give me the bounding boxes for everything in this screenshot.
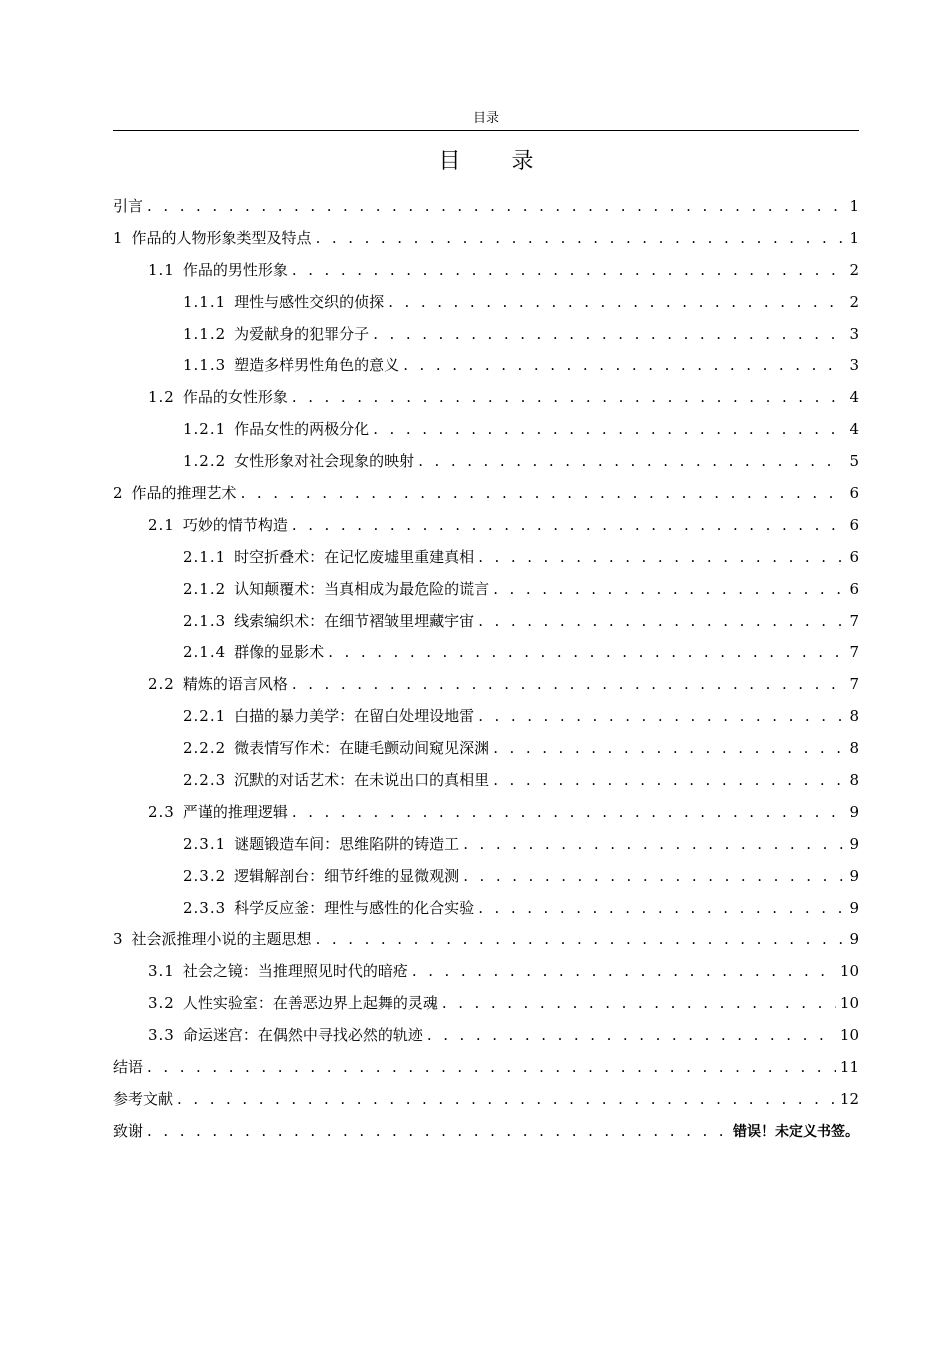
toc-dot-leader <box>292 255 843 287</box>
toc-entry[interactable] <box>113 765 859 797</box>
toc-entry-title: 女性形象对社会现象的映射 <box>234 452 415 471</box>
toc-page-number: 9 <box>849 898 859 917</box>
toc-entry[interactable] <box>113 255 859 287</box>
toc-entry-title: 沉默的对话艺术：在未说出口的真相里 <box>234 771 490 790</box>
toc-dot-leader <box>373 319 843 351</box>
toc-dot-leader <box>478 542 843 574</box>
toc-entry[interactable] <box>113 287 859 319</box>
toc-entry[interactable] <box>113 574 859 606</box>
toc-entry-title: 逻辑解剖台：细节纤维的显微观测 <box>234 866 460 885</box>
table-of-contents <box>113 191 859 1148</box>
toc-entry-title: 群像的显影术 <box>234 643 325 662</box>
running-header: 目录 <box>472 111 499 126</box>
toc-entry[interactable] <box>113 669 859 701</box>
toc-entry[interactable] <box>113 637 859 669</box>
toc-entry-title: 谜题锻造车间：思维陷阱的铸造工 <box>234 834 460 853</box>
toc-entry-number: 1.2.1 <box>183 420 227 439</box>
toc-entry-number: 2 <box>113 484 124 503</box>
toc-entry[interactable] <box>113 382 859 414</box>
toc-entry-title: 人性实验室：在善恶边界上起舞的灵魂 <box>182 994 438 1013</box>
toc-page-number: 7 <box>849 675 859 694</box>
toc-entry-number: 2.1.4 <box>183 643 227 662</box>
toc-entry-number: 3.3 <box>148 1026 175 1045</box>
toc-dot-leader <box>388 287 843 319</box>
toc-entry[interactable] <box>113 733 859 765</box>
toc-page-number: 11 <box>839 1058 859 1077</box>
toc-dot-leader <box>478 701 843 733</box>
toc-title: 目 录 <box>438 149 556 174</box>
toc-entry-number: 1 <box>113 228 124 247</box>
toc-dot-leader <box>316 223 843 255</box>
toc-entry-title: 致谢 <box>113 1121 144 1140</box>
toc-page-number: 6 <box>849 484 859 503</box>
toc-page-number: 5 <box>849 452 859 471</box>
toc-entry-title: 社会之镜：当推理照见时代的暗疮 <box>182 962 408 981</box>
toc-entry-title: 科学反应釜：理性与感性的化合实验 <box>234 898 475 917</box>
toc-entry-number: 2.1.3 <box>183 611 227 630</box>
toc-dot-leader <box>478 606 843 638</box>
toc-page-number: 10 <box>839 1026 859 1045</box>
toc-page-number: 8 <box>849 707 859 726</box>
toc-page-number: 7 <box>849 643 859 662</box>
toc-entry-number: 3 <box>113 930 124 949</box>
toc-entry[interactable] <box>113 701 859 733</box>
toc-dot-leader <box>147 191 843 223</box>
toc-entry-title: 塑造多样男性角色的意义 <box>234 356 400 375</box>
toc-entry-title: 为爱献身的犯罪分子 <box>234 324 370 343</box>
toc-entry[interactable] <box>113 1020 859 1052</box>
toc-bookmark-error: 错误！未定义书签。 <box>733 1123 859 1140</box>
toc-entry-number: 3.2 <box>148 994 175 1013</box>
toc-entry[interactable] <box>113 542 859 574</box>
toc-entry[interactable] <box>113 1052 859 1084</box>
toc-dot-leader <box>328 637 843 669</box>
toc-dot-leader <box>463 829 843 861</box>
toc-entry-title: 认知颠覆术：当真相成为最危险的谎言 <box>234 579 490 598</box>
toc-entry[interactable] <box>113 893 859 925</box>
toc-page-number: 9 <box>849 866 859 885</box>
toc-dot-leader <box>493 574 843 606</box>
toc-entry[interactable] <box>113 414 859 446</box>
toc-entry[interactable] <box>113 829 859 861</box>
toc-dot-leader <box>463 861 843 893</box>
toc-dot-leader <box>418 446 843 478</box>
toc-entry-title: 巧妙的情节构造 <box>182 515 288 534</box>
toc-entry-number: 3.1 <box>148 962 175 981</box>
toc-entry-number: 1.1.2 <box>183 324 227 343</box>
toc-page-number: 8 <box>849 771 859 790</box>
toc-entry[interactable] <box>113 478 859 510</box>
toc-page-number: 9 <box>849 930 859 949</box>
toc-entry-title: 作品的女性形象 <box>182 388 288 407</box>
toc-dot-leader <box>292 510 843 542</box>
toc-entry-title: 作品的推理艺术 <box>131 484 237 503</box>
toc-entry-number: 1.2 <box>148 388 175 407</box>
toc-page-number: 10 <box>839 962 859 981</box>
toc-entry-title: 严谨的推理逻辑 <box>182 802 288 821</box>
toc-entry[interactable] <box>113 446 859 478</box>
toc-page-number: 2 <box>849 260 859 279</box>
toc-entry[interactable] <box>113 797 859 829</box>
header-rule <box>113 130 859 131</box>
toc-dot-leader <box>292 797 843 829</box>
toc-entry-title: 精炼的语言风格 <box>182 675 288 694</box>
toc-dot-leader <box>177 1084 836 1116</box>
toc-page-number: 10 <box>839 994 859 1013</box>
toc-entry[interactable] <box>113 1116 859 1148</box>
toc-dot-leader <box>427 1020 836 1052</box>
toc-page-number: 9 <box>849 802 859 821</box>
toc-entry[interactable] <box>113 319 859 351</box>
toc-dot-leader <box>442 988 836 1020</box>
toc-entry[interactable] <box>113 191 859 223</box>
toc-dot-leader <box>373 414 843 446</box>
toc-entry[interactable] <box>113 510 859 542</box>
toc-page-number: 3 <box>849 324 859 343</box>
toc-page-number: 7 <box>849 611 859 630</box>
toc-dot-leader <box>403 350 843 382</box>
toc-entry-number: 2.2 <box>148 675 175 694</box>
toc-page-number: 6 <box>849 515 859 534</box>
toc-entry-number: 2.1 <box>148 515 175 534</box>
toc-dot-leader <box>147 1052 836 1084</box>
toc-entry-title: 作品的男性形象 <box>182 260 288 279</box>
toc-dot-leader <box>493 733 843 765</box>
toc-entry-number: 2.3.2 <box>183 866 227 885</box>
toc-entry-number: 2.2.1 <box>183 707 227 726</box>
toc-entry-number: 1.1.1 <box>183 292 227 311</box>
toc-page-number: 2 <box>849 292 859 311</box>
toc-entry-title: 社会派推理小说的主题思想 <box>131 930 312 949</box>
toc-entry-title: 命运迷宫：在偶然中寻找必然的轨迹 <box>182 1026 423 1045</box>
toc-entry-title: 时空折叠术：在记忆废墟里重建真相 <box>234 547 475 566</box>
toc-entry-title: 理性与感性交织的侦探 <box>234 292 385 311</box>
toc-entry[interactable] <box>113 223 859 255</box>
toc-entry-title: 线索编织术：在细节褶皱里埋藏宇宙 <box>234 611 475 630</box>
toc-page-number: 6 <box>849 547 859 566</box>
toc-page-number: 8 <box>849 739 859 758</box>
toc-entry-number: 1.1.3 <box>183 356 227 375</box>
toc-entry-title: 白描的暴力美学：在留白处埋设地雷 <box>234 707 475 726</box>
toc-page-number: 1 <box>849 197 859 215</box>
toc-entry[interactable] <box>113 606 859 638</box>
toc-entry-number: 1.1 <box>148 260 175 279</box>
toc-dot-leader <box>292 669 843 701</box>
toc-dot-leader <box>147 1116 729 1148</box>
toc-dot-leader <box>241 478 843 510</box>
toc-page-number: 6 <box>849 579 859 598</box>
toc-entry-number: 2.3 <box>148 802 175 821</box>
toc-dot-leader <box>292 382 843 414</box>
toc-entry[interactable] <box>113 924 859 956</box>
toc-entry-number: 2.3.3 <box>183 898 227 917</box>
toc-dot-leader <box>493 765 843 797</box>
toc-entry-number: 2.1.2 <box>183 579 227 598</box>
toc-entry[interactable] <box>113 1084 859 1116</box>
toc-page-number: 9 <box>849 834 859 853</box>
toc-entry[interactable] <box>113 350 859 382</box>
toc-entry-title: 微表情写作术：在睫毛颤动间窥见深渊 <box>234 739 490 758</box>
toc-entry[interactable] <box>113 988 859 1020</box>
toc-entry-number: 2.2.3 <box>183 771 227 790</box>
toc-page-number: 12 <box>839 1089 859 1108</box>
toc-page-number: 3 <box>849 356 859 375</box>
toc-entry-title: 作品女性的两极分化 <box>234 420 370 439</box>
toc-entry-number: 2.2.2 <box>183 739 227 758</box>
toc-page-number: 4 <box>849 388 859 407</box>
toc-entry[interactable] <box>113 861 859 893</box>
toc-entry-number: 2.3.1 <box>183 834 227 853</box>
toc-entry-number: 1.2.2 <box>183 452 227 471</box>
toc-page-number: 4 <box>849 420 859 439</box>
toc-dot-leader <box>412 956 836 988</box>
toc-entry-title: 结语 <box>113 1058 144 1077</box>
toc-dot-leader <box>478 893 843 925</box>
toc-entry[interactable] <box>113 956 859 988</box>
toc-dot-leader <box>316 924 843 956</box>
toc-entry-title: 引言 <box>113 197 144 215</box>
toc-entry-title: 作品的人物形象类型及特点 <box>131 228 312 247</box>
toc-entry-number: 2.1.1 <box>183 547 227 566</box>
toc-entry-title: 参考文献 <box>113 1089 174 1108</box>
toc-page-number: 1 <box>849 228 859 247</box>
